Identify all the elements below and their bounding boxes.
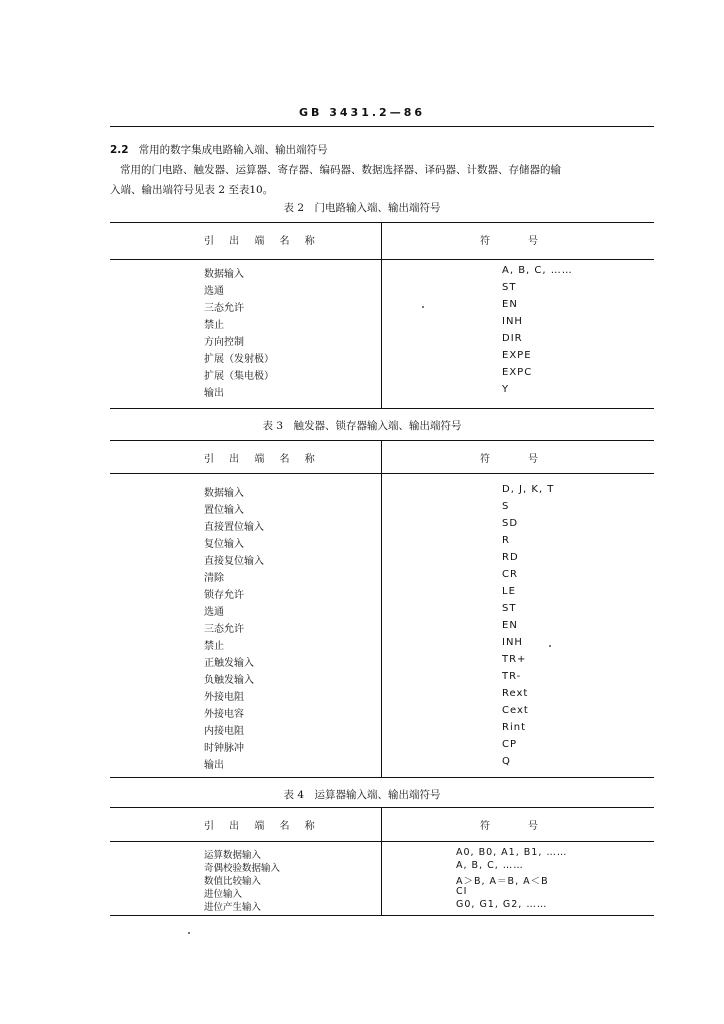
table-row: 置位输入: [204, 505, 244, 516]
table-row-symbol: CP: [502, 739, 518, 750]
table-3-caption: 表 3 触发器、锁存器输入端、输出端符号: [262, 420, 462, 432]
table-row: 时钟脉冲: [204, 743, 244, 754]
table-row-symbol: Q: [502, 756, 511, 767]
table-row-symbol: DIR: [502, 333, 523, 344]
table-row-symbol: Cext: [502, 705, 529, 716]
table-row-symbol: A, B, C, ……: [502, 265, 573, 276]
table-row: 选通: [204, 607, 224, 618]
table-row: 正触发输入: [204, 658, 254, 669]
scan-speck: [422, 306, 424, 308]
table-3-col-symbol-header: 符 号: [480, 454, 540, 465]
table-3-top-rule: [110, 440, 654, 441]
table-row-symbol: ST: [502, 282, 517, 293]
table-row: 负触发输入: [204, 675, 254, 686]
table-row-symbol: D, J, K, T: [502, 484, 555, 495]
table-4-caption: 表 4 运算器输入端、输出端符号: [283, 789, 441, 801]
table-3-col-name-header: 引 出 端 名 称: [204, 454, 321, 465]
table-row-symbol: R: [502, 535, 510, 546]
scan-speck: [549, 645, 551, 647]
table-row: 方向控制: [204, 337, 244, 348]
header-rule: [110, 126, 654, 127]
table-3-header-rule: [110, 473, 654, 474]
table-row: 外接电容: [204, 709, 244, 720]
table-row: 三态允许: [204, 303, 244, 314]
section-number: 2.2: [110, 144, 129, 156]
table-row: 进位输入: [204, 889, 243, 900]
table-2-caption: 表 2 门电路输入端、输出端符号: [283, 202, 441, 214]
page-header: GB 3431.2—86: [299, 106, 425, 119]
table-row-symbol: ST: [502, 603, 517, 614]
section-body-line1: 常用的门电路、触发器、运算器、寄存器、编码器、数据选择器、译码器、计数器、存储器的输: [120, 164, 561, 176]
table-4-column-divider: [381, 807, 382, 915]
table-row-symbol: G0, G1, G2, ……: [456, 899, 548, 910]
table-2-col-name-header: 引 出 端 名 称: [204, 236, 321, 247]
table-4-col-symbol-header: 符 号: [480, 821, 540, 832]
table-row: 锁存允许: [204, 590, 244, 601]
table-row-symbol: EXPC: [502, 367, 533, 378]
table-row-symbol: A＞B, A＝B, A＜B: [456, 876, 549, 887]
table-row: 奇偶校验数据输入: [204, 863, 281, 874]
table-row-symbol: SD: [502, 518, 519, 529]
table-2-column-divider: [381, 222, 382, 408]
table-row: 直接复位输入: [204, 556, 264, 567]
table-row-symbol: A, B, C, ……: [456, 860, 524, 871]
table-row: 清除: [204, 573, 224, 584]
table-row: 禁止: [204, 320, 224, 331]
section-body-line2: 入端、输出端符号见表 2 至表10。: [110, 184, 274, 196]
table-row-symbol: RD: [502, 552, 519, 563]
table-row: 扩展（集电极）: [204, 371, 274, 382]
table-row: 输出: [204, 388, 224, 399]
table-row-symbol: LE: [502, 586, 516, 597]
table-row-symbol: EN: [502, 299, 518, 310]
table-4-bottom-rule: [110, 915, 654, 916]
table-row: 直接置位输入: [204, 522, 264, 533]
table-4-top-rule: [110, 807, 654, 808]
table-row-symbol: EXPE: [502, 350, 532, 361]
table-2-header-rule: [110, 259, 654, 260]
table-row: 复位输入: [204, 539, 244, 550]
table-2-bottom-rule: [110, 408, 654, 409]
table-4-header-rule: [110, 841, 654, 842]
table-4-col-name-header: 引 出 端 名 称: [204, 821, 321, 832]
table-row: 运算数据输入: [204, 850, 262, 861]
table-row-symbol: INH: [502, 637, 523, 648]
table-3-bottom-rule: [110, 777, 654, 778]
table-row: 输出: [204, 760, 224, 771]
table-2-top-rule: [110, 222, 654, 223]
table-row: 外接电阻: [204, 692, 244, 703]
table-row-symbol: S: [502, 501, 510, 512]
table-row-symbol: A0, B0, A1, B1, ……: [456, 847, 568, 858]
table-row-symbol: EN: [502, 620, 518, 631]
table-row-symbol: Rint: [502, 722, 526, 733]
table-row-symbol: INH: [502, 316, 523, 327]
table-row: 进位产生输入: [204, 902, 262, 913]
table-row-symbol: Rext: [502, 688, 529, 699]
table-row-symbol: CI: [456, 886, 468, 897]
table-row: 内接电阻: [204, 726, 244, 737]
table-2-col-symbol-header: 符 号: [480, 236, 540, 247]
table-row: 数据输入: [204, 488, 244, 499]
table-row-symbol: Y: [502, 384, 510, 395]
table-row: 扩展（发射极）: [204, 354, 274, 365]
table-row: 三态允许: [204, 624, 244, 635]
table-row: 数据输入: [204, 269, 244, 280]
table-row-symbol: CR: [502, 569, 518, 580]
table-row-symbol: TR+: [502, 654, 527, 665]
section-heading: [110, 140, 656, 160]
section-title: 常用的数字集成电路输入端、输出端符号: [138, 144, 328, 156]
scan-speck: [188, 932, 190, 934]
table-row-symbol: TR-: [502, 671, 522, 682]
table-row: 数值比较输入: [204, 876, 262, 887]
table-3-column-divider: [381, 440, 382, 777]
table-row: 选通: [204, 286, 224, 297]
table-row: 禁止: [204, 641, 224, 652]
